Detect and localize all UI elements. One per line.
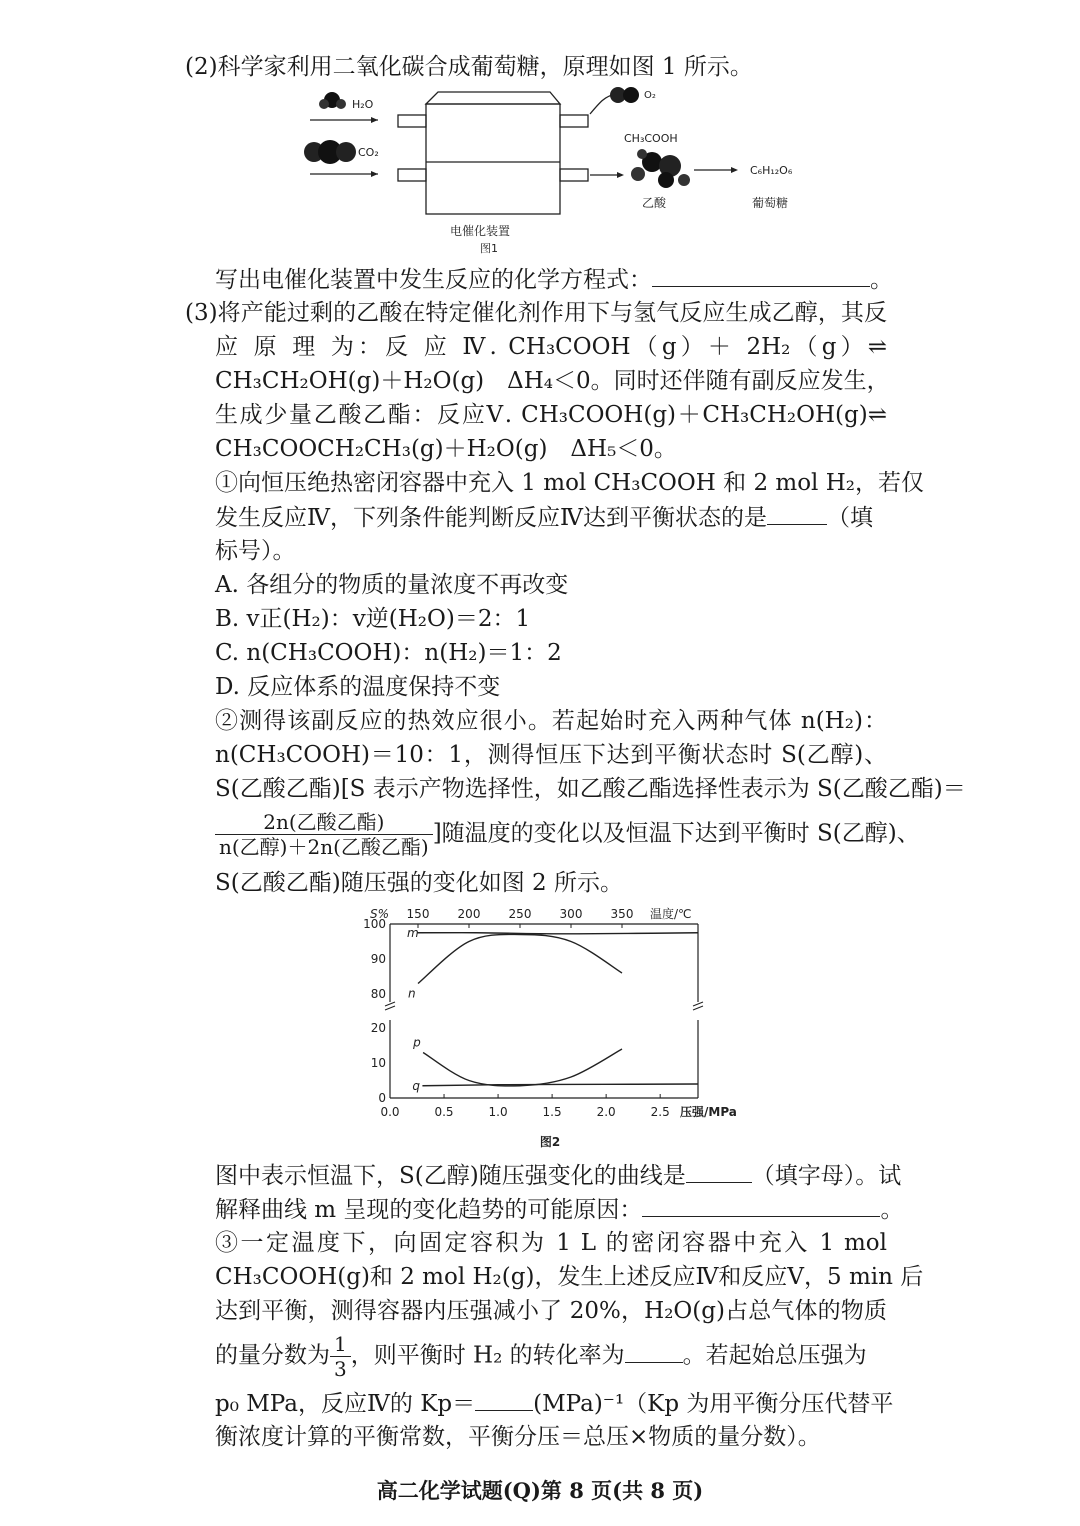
co2-label: CO₂: [358, 146, 379, 159]
q3-reason-blank[interactable]: [642, 1192, 880, 1217]
y-tick-label-upper: 90: [370, 952, 386, 966]
one-third-numerator: 1: [330, 1332, 351, 1357]
q3-part2-line-4: [215, 810, 920, 859]
y-tick-label-lower: 0: [378, 1091, 386, 1105]
curve-label-p: p: [413, 1035, 421, 1050]
acetic-acid-label: 乙酸: [642, 196, 667, 210]
q3-part2-question-2: [215, 1192, 904, 1227]
q3-reason-end: 。: [880, 1197, 904, 1223]
glucose-label: 葡萄糖: [752, 196, 789, 210]
q3-part1-blank[interactable]: [767, 500, 827, 525]
q3-part3-line-4: [215, 1332, 887, 1381]
q3-line-4: 生成少量乙酸乙酯：反应Ⅴ. CH₃COOH(g)＋CH₃CH₂OH(g)⇌: [215, 402, 887, 428]
q3-kp-prompt: p₀ MPa，反应Ⅳ的 Kp＝: [215, 1391, 476, 1417]
q3-part3-line-5: [215, 1386, 894, 1421]
q3-curve-prompt: 图中表示恒温下，S(乙醇)随压强变化的曲线是: [215, 1163, 686, 1189]
o2-molecule-icon: [610, 87, 639, 103]
q3-part2-question-1: [215, 1158, 902, 1193]
q3-curve-hint: （填字母）。试: [751, 1163, 902, 1189]
q3-line-2: 应 原 理 为：反 应 Ⅳ. CH₃COOH（g）＋ 2H₂（g）⇌: [215, 334, 887, 360]
figure-1-caption: 图1: [480, 242, 498, 255]
chart-y-label: S%: [370, 907, 390, 921]
option-c: C. n(CH₃COOH)：n(H₂)＝1：2: [215, 640, 562, 666]
option-d: D. 反应体系的温度保持不变: [215, 674, 501, 700]
axis-break-mark: [385, 1006, 395, 1010]
q3-part1-line-2: [215, 500, 887, 535]
h2o-molecule-icon: [319, 92, 346, 109]
q2-answer-blank[interactable]: [652, 262, 870, 287]
q3-conversion-blank[interactable]: [625, 1338, 683, 1363]
y-tick-label-upper: 80: [370, 987, 386, 1001]
one-third-denominator: 3: [334, 1357, 347, 1381]
glucose-formula-label: C₆H₁₂O₆: [750, 164, 793, 177]
q3-reason-prompt: 解释曲线 m 呈现的变化趋势的可能原因：: [215, 1197, 643, 1223]
chart-x-label: 压强/MPa: [680, 1105, 737, 1119]
q2-intro: (2)科学家利用二氧化碳合成葡萄糖，原理如图 1 所示。: [185, 54, 753, 80]
axis-break-mark: [385, 1002, 395, 1006]
curve-label-m: m: [407, 925, 419, 940]
q3-kp-blank[interactable]: [475, 1386, 533, 1411]
temperature-tick-label: 250: [508, 907, 532, 921]
pressure-tick-label: 1.5: [542, 1105, 562, 1119]
q2-end-mark: 。: [870, 267, 893, 293]
co2-molecule-icon: [304, 140, 356, 164]
curve-m: [417, 933, 698, 934]
page-footer: 高二化学试题(Q)第 8 页(共 8 页): [376, 1478, 704, 1503]
o2-label: O₂: [644, 90, 656, 101]
fraction-numerator: 2n(乙酸乙酯): [215, 810, 433, 835]
y-tick-label-lower: 10: [370, 1056, 386, 1070]
q3-part2-line-1: ②测得该副反应的热效应很小。若起始时充入两种气体 n(H₂)：: [215, 708, 887, 734]
curve-q: [422, 1084, 698, 1086]
figure-2-chart: [360, 898, 760, 1158]
temperature-tick-label: 200: [457, 907, 481, 921]
temperature-tick-label: 150: [406, 907, 430, 921]
q3-conversion-prompt: ，则平衡时 H₂ 的转化率为: [350, 1342, 625, 1369]
axis-break-mark: [693, 1006, 703, 1010]
q3-part3-line-1: ③一定温度下，向固定容积为 1 L 的密闭容器中充入 1 mol: [215, 1230, 887, 1256]
pressure-tick-label: 0.0: [380, 1105, 400, 1119]
q3-line-5: CH₃COOCH₂CH₃(g)＋H₂O(g) ΔH₅＜0。: [215, 436, 677, 462]
q3-part2-line-2: n(CH₃COOH)＝10：1，测得恒压下达到平衡状态时 S(乙醇)、: [215, 742, 887, 768]
q2-write-prompt: [215, 262, 893, 297]
q3-part2-line-5: S(乙酸乙酯)随压强的变化如图 2 所示。: [215, 870, 623, 896]
q3-kp-unit: (MPa)⁻¹（Kp 为用平衡分压代替平: [533, 1391, 894, 1417]
q3-part2-line-4-text: ]随温度的变化以及恒温下达到平衡时 S(乙醇)、: [432, 820, 920, 847]
acetic-acid-molecule-icon: [631, 149, 690, 188]
curve-label-q: q: [412, 1078, 421, 1093]
q3-part3-prefix: 的量分数为: [215, 1342, 330, 1369]
temperature-tick-label: 300: [559, 907, 583, 921]
h2o-label: H₂O: [352, 98, 374, 111]
chart-top-axis-label: 温度/℃: [650, 907, 692, 921]
q3-line-1: (3)将产能过剩的乙酸在特定催化剂作用下与氢气反应生成乙醇，其反: [185, 300, 887, 326]
axis-break-mark: [693, 1002, 703, 1006]
q3-part1-line-1: ①向恒压绝热密闭容器中充入 1 mol CH₃COOH 和 2 mol H₂，若仅: [215, 470, 924, 496]
electrocatalysis-device: [398, 92, 588, 214]
pressure-tick-label: 2.0: [596, 1105, 616, 1119]
pressure-tick-label: 0.5: [434, 1105, 454, 1119]
y-tick-label-lower: 20: [370, 1021, 386, 1035]
curve-p: [423, 1049, 622, 1086]
q3-part1-fill-hint: （填: [826, 505, 873, 531]
curve-n: [418, 934, 622, 983]
temperature-tick-label: 350: [610, 907, 634, 921]
q3-part3-line-2: CH₃COOH(g)和 2 mol H₂(g)，发生上述反应Ⅳ和反应Ⅴ，5 min 后: [215, 1264, 924, 1290]
one-third-fraction: [330, 1332, 351, 1381]
selectivity-fraction: [215, 810, 433, 859]
q2-prompt-text: 写出电催化装置中发生反应的化学方程式：: [215, 267, 652, 293]
q3-part2-line-3: S(乙酸乙酯)[S 表示产物选择性，如乙酸乙酯选择性表示为 S(乙酸乙酯)＝: [215, 776, 966, 802]
curve-label-n: n: [408, 986, 416, 1001]
option-a: A. 各组分的物质的量浓度不再改变: [215, 572, 569, 598]
chart-caption: 图2: [539, 1135, 561, 1149]
device-label: 电催化装置: [450, 224, 511, 238]
q3-part3-line-3: 达到平衡，测得容器内压强减小了 20%，H₂O(g)占总气体的物质: [215, 1298, 887, 1324]
pressure-tick-label: 2.5: [650, 1105, 670, 1119]
q3-part1-prompt: 发生反应Ⅳ，下列条件能判断反应Ⅳ达到平衡状态的是: [215, 505, 767, 531]
fraction-denominator: n(乙醇)＋2n(乙酸乙酯): [219, 835, 429, 859]
option-b: B. v正(H₂)：v逆(H₂O)＝2：1: [215, 606, 531, 632]
q3-part3-line-6: 衡浓度计算的平衡常数，平衡分压＝总压×物质的量分数）。: [215, 1424, 821, 1450]
ch3cooh-label: CH₃COOH: [624, 132, 678, 145]
q3-curve-blank[interactable]: [686, 1158, 752, 1183]
y-tick-label-upper: 100: [363, 917, 386, 931]
q3-line-3: CH₃CH₂OH(g)＋H₂O(g) ΔH₄＜0。同时还伴随有副反应发生，: [215, 368, 890, 394]
pressure-tick-label: 1.0: [488, 1105, 508, 1119]
q3-part1-line-3: 标号）。: [215, 538, 296, 564]
figure-1: [300, 82, 820, 262]
q3-pressure-prompt: 。若起始总压强为: [682, 1342, 867, 1369]
